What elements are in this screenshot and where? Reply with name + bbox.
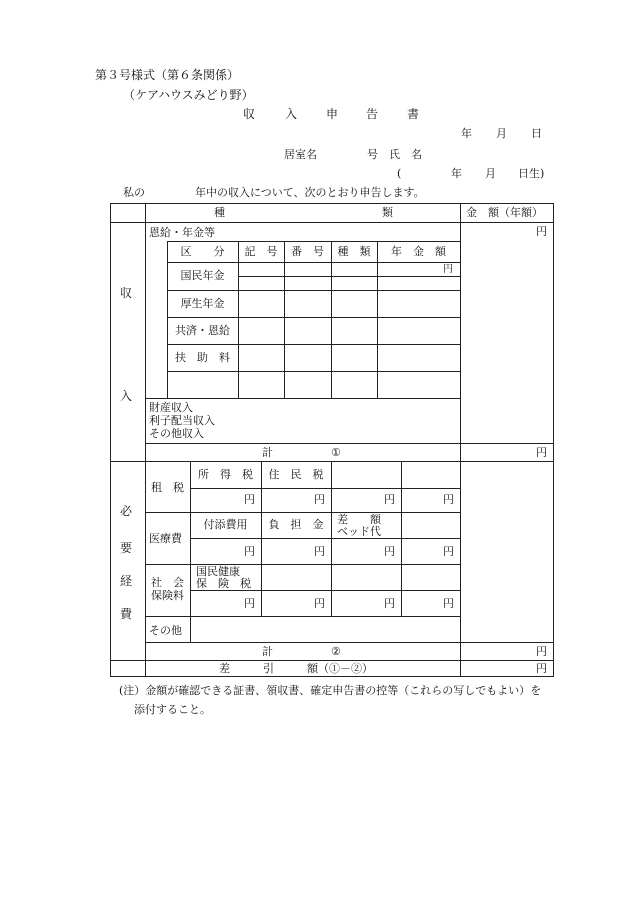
- form-number: 第３号様式（第６条関係）: [95, 68, 240, 82]
- tax-yen-3: 円: [384, 493, 395, 506]
- note-line-1: (注）金額が確認できる証書、領収書、確定申告書の控等（これらの写しでもよい）を: [119, 684, 542, 697]
- kind-header-right: 類: [382, 206, 393, 219]
- expense-total-yen: 円: [536, 645, 547, 658]
- expense-side-label-2: 要: [120, 541, 133, 555]
- expense-side-label-4: 費: [120, 607, 133, 621]
- title-char: 申: [326, 107, 339, 121]
- intro-text: 年中の収入について、次のとおり申告します。: [195, 186, 425, 199]
- income-yen-unit: 円: [536, 225, 547, 238]
- social-yen-3: 円: [384, 597, 395, 610]
- room-label: 居室名: [284, 148, 317, 161]
- pension-col-number: 番 号: [291, 245, 324, 258]
- tax-col-resident: 住 民 税: [268, 468, 324, 481]
- medical-col-difference: 差 額: [337, 513, 381, 526]
- pension-row-employee: 厚生年金: [180, 297, 225, 310]
- social-yen-1: 円: [244, 597, 255, 610]
- name-label: 氏 名: [389, 148, 422, 161]
- pension-title: 恩給・年金等: [149, 226, 215, 239]
- birth-year-label: 年: [451, 167, 462, 180]
- pension-row-national: 国民年金: [180, 269, 225, 282]
- amount-header: 金 額（年額）: [466, 206, 543, 219]
- title-char: 書: [407, 107, 420, 121]
- social-label-1: 社 会: [151, 576, 184, 589]
- tax-yen-1: 円: [244, 493, 255, 506]
- expense-total-mark: ②: [331, 645, 341, 658]
- difference-label: 差 引 額（①－②）: [219, 662, 373, 675]
- medical-yen-3: 円: [384, 545, 395, 558]
- pension-col-category: 区 分: [180, 245, 225, 258]
- social-label-2: 保険料: [151, 589, 184, 602]
- date-month-label: 月: [496, 127, 507, 140]
- income-total-label: 計: [262, 446, 273, 459]
- pension-row-mutual: 共済・恩給: [175, 324, 230, 337]
- social-col-health-2: 保 険 税: [196, 577, 251, 590]
- other-income-interest: 利子配当収入: [149, 414, 215, 427]
- date-day-label: 日: [531, 127, 542, 140]
- pension-col-type: 種 類: [337, 245, 371, 258]
- medical-yen-4: 円: [443, 545, 454, 558]
- pension-row-support: 扶 助 料: [175, 351, 230, 364]
- social-col-health-1: 国民健康: [196, 565, 240, 578]
- expense-side-label-3: 経: [120, 574, 133, 588]
- title-char: 告: [366, 107, 379, 121]
- note-line-2: 添付すること。: [134, 703, 211, 716]
- birth-open: (: [397, 167, 402, 180]
- income-side-label-2: 入: [120, 389, 133, 403]
- tax-col-income: 所 得 税: [198, 468, 253, 481]
- title-char: 入: [285, 107, 298, 121]
- medical-col-copay: 負 担 金: [268, 518, 324, 531]
- other-income-misc: その他収入: [149, 427, 204, 440]
- other-income-property: 財産収入: [149, 401, 193, 414]
- kind-header-left: 種: [214, 206, 225, 219]
- expense-other-label: その他: [149, 624, 182, 637]
- birth-month-label: 月: [485, 167, 496, 180]
- facility-name: （ケアハウスみどり野）: [123, 88, 254, 102]
- social-yen-4: 円: [443, 597, 454, 610]
- medical-col-bed: ベッド代: [337, 525, 381, 538]
- tax-yen-4: 円: [443, 493, 454, 506]
- medical-col-attendant: 付添費用: [203, 518, 248, 531]
- tax-yen-2: 円: [314, 493, 325, 506]
- income-total-yen: 円: [536, 446, 547, 459]
- medical-label: 医療費: [149, 532, 182, 545]
- birth-day-label: 日生): [518, 167, 545, 180]
- social-yen-2: 円: [314, 597, 325, 610]
- expense-side-label-1: 必: [120, 504, 133, 518]
- pension-col-amount: 年 金 額: [391, 245, 446, 258]
- medical-yen-1: 円: [244, 545, 255, 558]
- expense-total-label: 計: [262, 645, 273, 658]
- pension-col-symbol: 記 号: [244, 245, 278, 258]
- date-year-label: 年: [461, 127, 472, 140]
- tax-label: 租 税: [151, 481, 184, 494]
- room-number-label: 号: [367, 148, 378, 161]
- income-side-label-1: 収: [120, 286, 133, 300]
- difference-yen: 円: [536, 662, 547, 675]
- pension-yen-unit: 円: [443, 264, 453, 275]
- medical-yen-2: 円: [314, 545, 325, 558]
- income-total-mark: ①: [331, 446, 341, 459]
- title-char: 収: [243, 107, 256, 121]
- intro-prefix: 私の: [123, 186, 145, 199]
